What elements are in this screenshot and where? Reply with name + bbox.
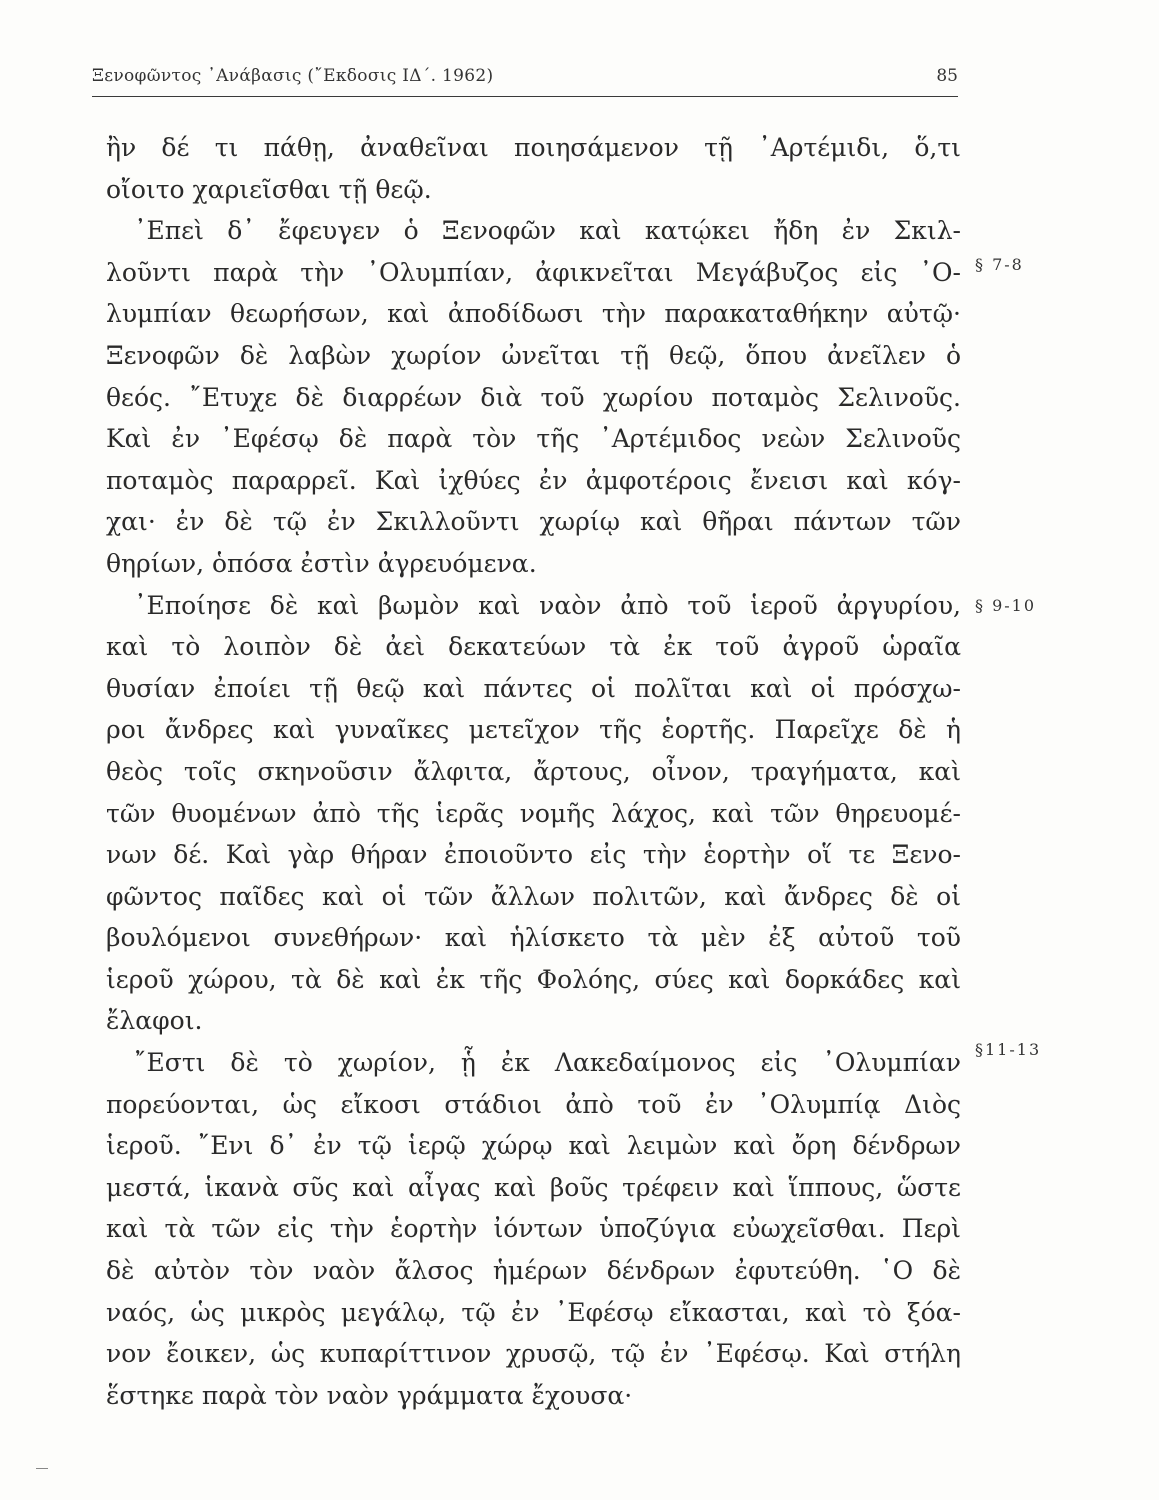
text-line: ναός, ὡς μικρὸς μεγάλῳ, τῷ ἐν ᾿Εφέσῳ εἴκασται, καὶ τὸ ξόα- <box>106 1297 961 1327</box>
text-line: ποταμὸς παραρρεῖ. Καὶ ἰχθύες ἐν ἀμφοτέροις ἔνεισι καὶ κόγ- <box>106 465 961 495</box>
text-line: ἱεροῦ. ῎Ενι δ᾿ ἐν τῷ ἱερῷ χώρῳ καὶ λειμὼν καὶ ὄρη δένδρων <box>106 1131 961 1161</box>
text-line: φῶντος παῖδες καὶ οἱ τῶν ἄλλων πολιτῶν, καὶ ἄνδρες δὲ οἱ <box>106 881 961 911</box>
text-line: ἢν δέ τι πάθῃ, ἀναθεῖναι ποιησάμενον τῇ ᾿Αρτέμιδι, ὅ,τι <box>106 133 961 162</box>
text-line: ῎Εστι δὲ τὸ χωρίον, ᾗ ἐκ Λακεδαίμονος εἰς ᾿Ολυμπίαν <box>134 1048 961 1078</box>
text-line: πορεύονται, ὡς εἴκοσι στάδιοι ἀπὸ τοῦ ἐν ᾿Ολυμπίᾳ Διὸς <box>106 1089 961 1119</box>
text-line: τῶν θυομένων ἀπὸ τῆς ἱερᾶς νομῆς λάχος, καὶ τῶν θηρευομέ- <box>106 798 961 828</box>
header-title: Ξενοφῶντος ᾿Ανάβασις (῎Εκδοσις ΙΔ΄. 1962) <box>92 66 494 86</box>
text-line: θεός. ῎Ετυχε δὲ διαρρέων διὰ τοῦ χωρίου ποταμὸς Σελινοῦς. <box>106 382 961 412</box>
text-line: χαι· ἐν δὲ τῷ ἐν Σκιλλοῦντι χωρίῳ καὶ θῆραι πάντων τῶν <box>106 507 961 537</box>
text-line: ᾿Εποίησε δὲ καὶ βωμὸν καὶ ναὸν ἀπὸ τοῦ ἱεροῦ ἀργυρίου, <box>134 590 961 620</box>
text-line: λοῦντι παρὰ τὴν ᾿Ολυμπίαν, ἀφικνεῖται Μεγάβυζος εἰς ᾿Ο- <box>106 257 961 287</box>
scan-speck <box>36 1468 48 1469</box>
margin-section-ref: § 9-10 <box>975 596 1037 615</box>
text-line: βουλόμενοι συνεθήρων· καὶ ἡλίσκετο τὰ μὲν ἐξ αὐτοῦ τοῦ <box>106 923 961 953</box>
body-text <box>106 127 961 1416</box>
page-number: 85 <box>936 66 958 86</box>
text-line: καὶ τὸ λοιπὸν δὲ ἀεὶ δεκατεύων τὰ ἐκ τοῦ ἀγροῦ ὡραῖα <box>106 632 961 662</box>
text-line: δὲ αὐτὸν τὸν ναὸν ἄλσος ἡμέρων δένδρων ἐφυτεύθη. ῾Ο δὲ <box>106 1256 961 1286</box>
text-line: ἔλαφοι. <box>106 1006 203 1036</box>
text-line: ᾿Επεὶ δ᾿ ἔφευγεν ὁ Ξενοφῶν καὶ κατῴκει ἤδη ἐν Σκιλ- <box>134 216 961 246</box>
text-line: θεὸς τοῖς σκηνοῦσιν ἄλφιτα, ἄρτους, οἶνον, τραγήματα, καὶ <box>106 756 961 786</box>
text-line: θηρίων, ὁπόσα ἐστὶν ἀγρευόμενα. <box>106 548 537 578</box>
running-header <box>92 62 958 97</box>
text-line: ἱεροῦ χώρου, τὰ δὲ καὶ ἐκ τῆς Φολόης, σύες καὶ δορκάδες καὶ <box>106 964 961 994</box>
text-line: ροι ἄνδρες καὶ γυναῖκες μετεῖχον τῆς ἑορτῆς. Παρεῖχε δὲ ἡ <box>106 715 961 745</box>
margin-section-ref: § 7-8 <box>975 255 1024 274</box>
text-line: λυμπίαν θεωρήσων, καὶ ἀποδίδωσι τὴν παρακαταθήκην αὐτῷ· <box>106 299 961 329</box>
text-line: ἕστηκε παρὰ τὸν ναὸν γράμματα ἔχουσα· <box>106 1380 633 1410</box>
text-line: οἴοιτο χαριεῖσθαι τῇ θεῷ. <box>106 174 432 204</box>
text-line: μεστά, ἱκανὰ σῦς καὶ αἶγας καὶ βοῦς τρέφειν καὶ ἵππους, ὥστε <box>106 1172 961 1202</box>
text-line: καὶ τὰ τῶν εἰς τὴν ἑορτὴν ἰόντων ὑποζύγια εὐωχεῖσθαι. Περὶ <box>106 1214 961 1244</box>
text-line: νων δέ. Καὶ γὰρ θήραν ἐποιοῦντο εἰς τὴν ἑορτὴν οἵ τε Ξενο- <box>106 840 961 870</box>
text-line: Καὶ ἐν ᾿Εφέσῳ δὲ παρὰ τὸν τῆς ᾿Αρτέμιδος νεὼν Σελινοῦς <box>106 424 961 454</box>
text-line: Ξενοφῶν δὲ λαβὼν χωρίον ὠνεῖται τῇ θεῷ, ὅπου ἀνεῖλεν ὁ <box>106 340 961 370</box>
text-line: θυσίαν ἐποίει τῇ θεῷ καὶ πάντες οἱ πολῖται καὶ οἱ πρόσχω- <box>106 673 961 703</box>
margin-section-ref: §11-13 <box>975 1040 1042 1059</box>
text-line: νον ἔοικεν, ὡς κυπαρίττινον χρυσῷ, τῷ ἐν ᾿Εφέσῳ. Καὶ στήλη <box>106 1339 961 1369</box>
